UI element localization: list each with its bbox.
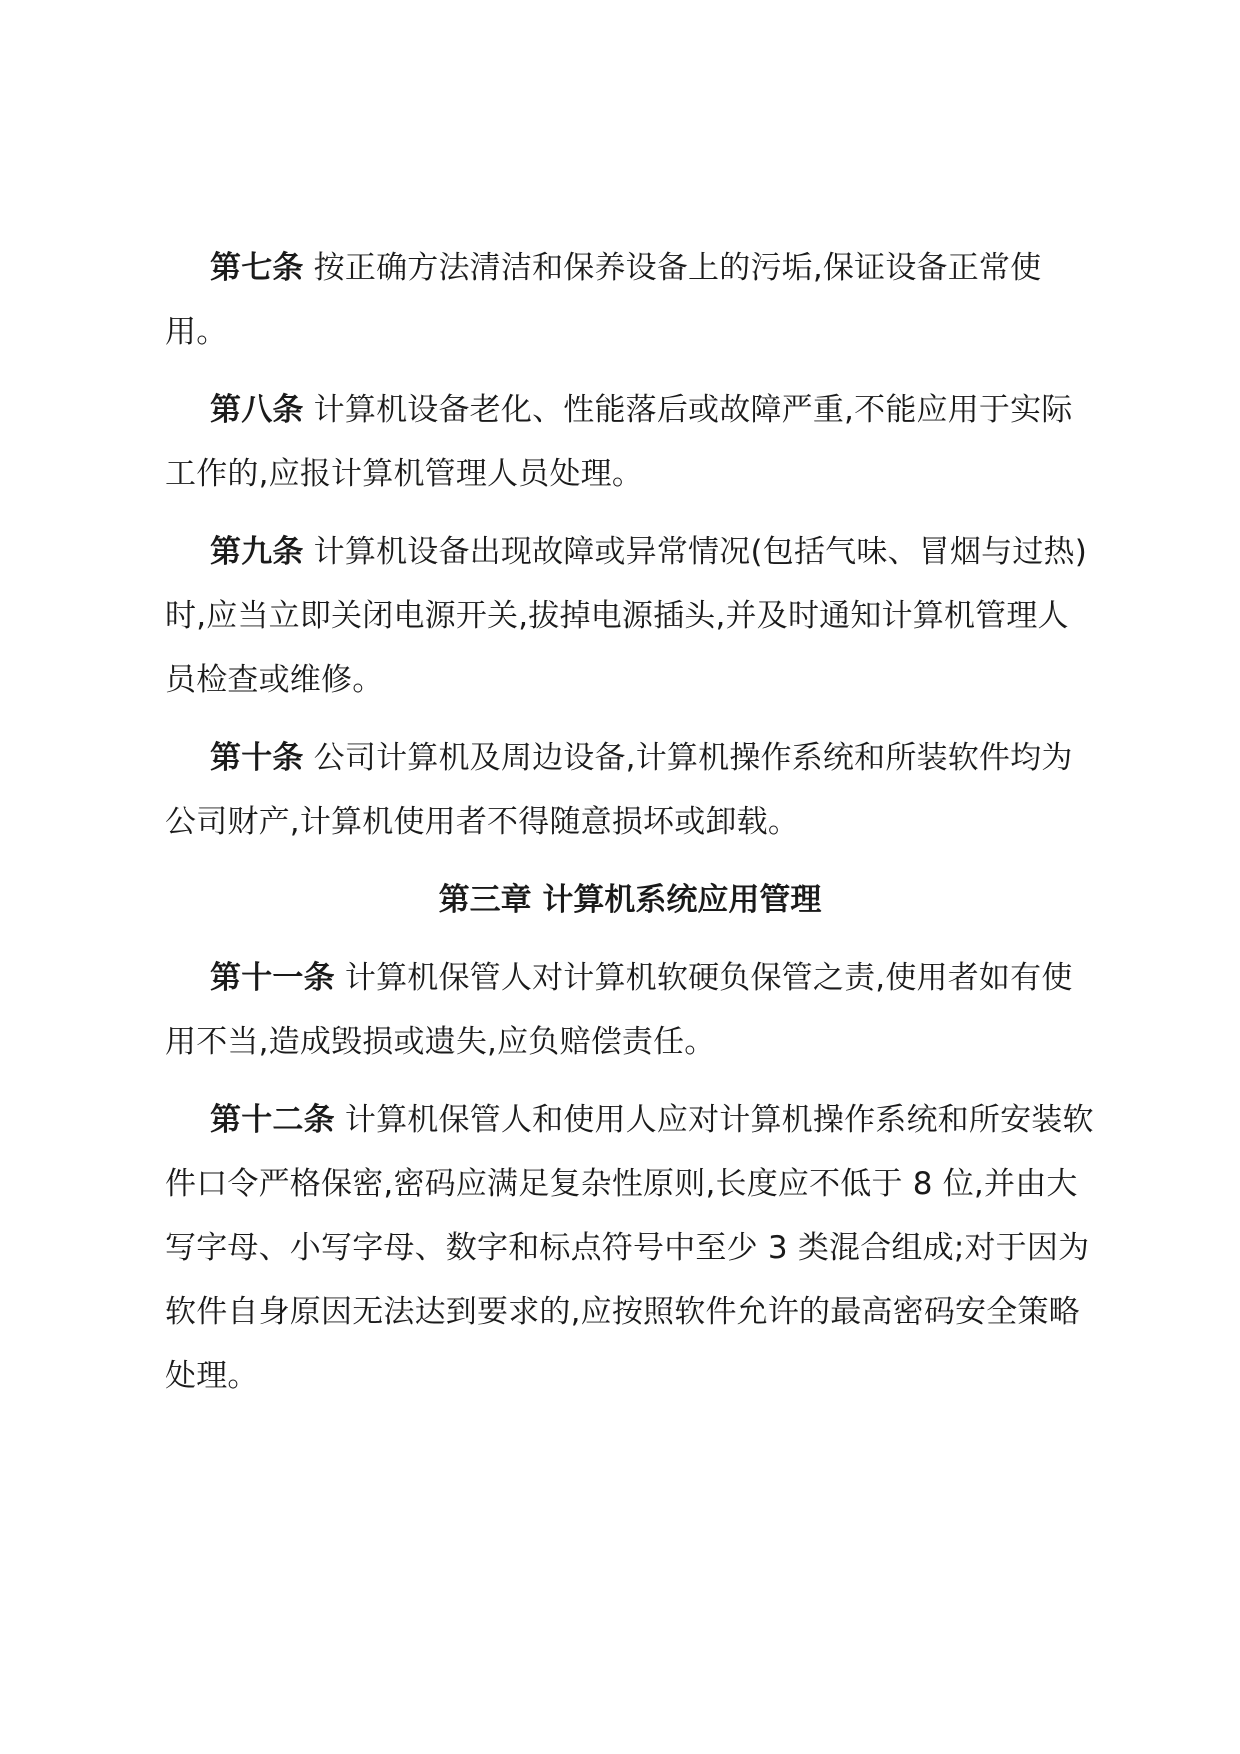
article-heading: 第八条 [210, 392, 304, 428]
article-heading: 第十一条 [210, 960, 335, 996]
article-11 [165, 946, 1095, 1074]
article-body: 计算机设备老化、性能落后或故障严重,不能应用于实际工作的,应报计算机管理人员处理。 [165, 392, 1073, 492]
chapter-title: 第三章 计算机系统应用管理 [438, 882, 822, 918]
article-10 [165, 726, 1095, 854]
article-heading: 第七条 [210, 250, 304, 286]
article-body: 公司计算机及周边设备,计算机操作系统和所装软件均为公司财产,计算机使用者不得随意损坏或卸载。 [165, 740, 1073, 840]
article-12 [165, 1088, 1095, 1408]
article-body: 计算机保管人和使用人应对计算机操作系统和所安装软件口令严格保密,密码应满足复杂性原则,长度应不低于 8 位,并由大写字母、小写字母、数字和标点符号中至少 3 类混合组成;对于因为软件自身原因无法达到要求的,应按照软件允许的最高密码安全策略处理。 [165, 1102, 1094, 1394]
document-content [165, 236, 1095, 1422]
article-7 [165, 236, 1095, 364]
article-body: 按正确方法清洁和保养设备上的污垢,保证设备正常使用。 [165, 250, 1042, 350]
article-heading: 第十条 [210, 740, 304, 776]
article-body: 计算机设备出现故障或异常情况(包括气味、冒烟与过热)时,应当立即关闭电源开关,拔掉电源插头,并及时通知计算机管理人员检查或维修。 [165, 534, 1088, 698]
article-9 [165, 520, 1095, 712]
article-heading: 第十二条 [210, 1102, 335, 1138]
article-body: 计算机保管人对计算机软硬负保管之责,使用者如有使用不当,造成毁损或遗失,应负赔偿责任。 [165, 960, 1073, 1060]
article-8 [165, 378, 1095, 506]
article-heading: 第九条 [210, 534, 304, 570]
